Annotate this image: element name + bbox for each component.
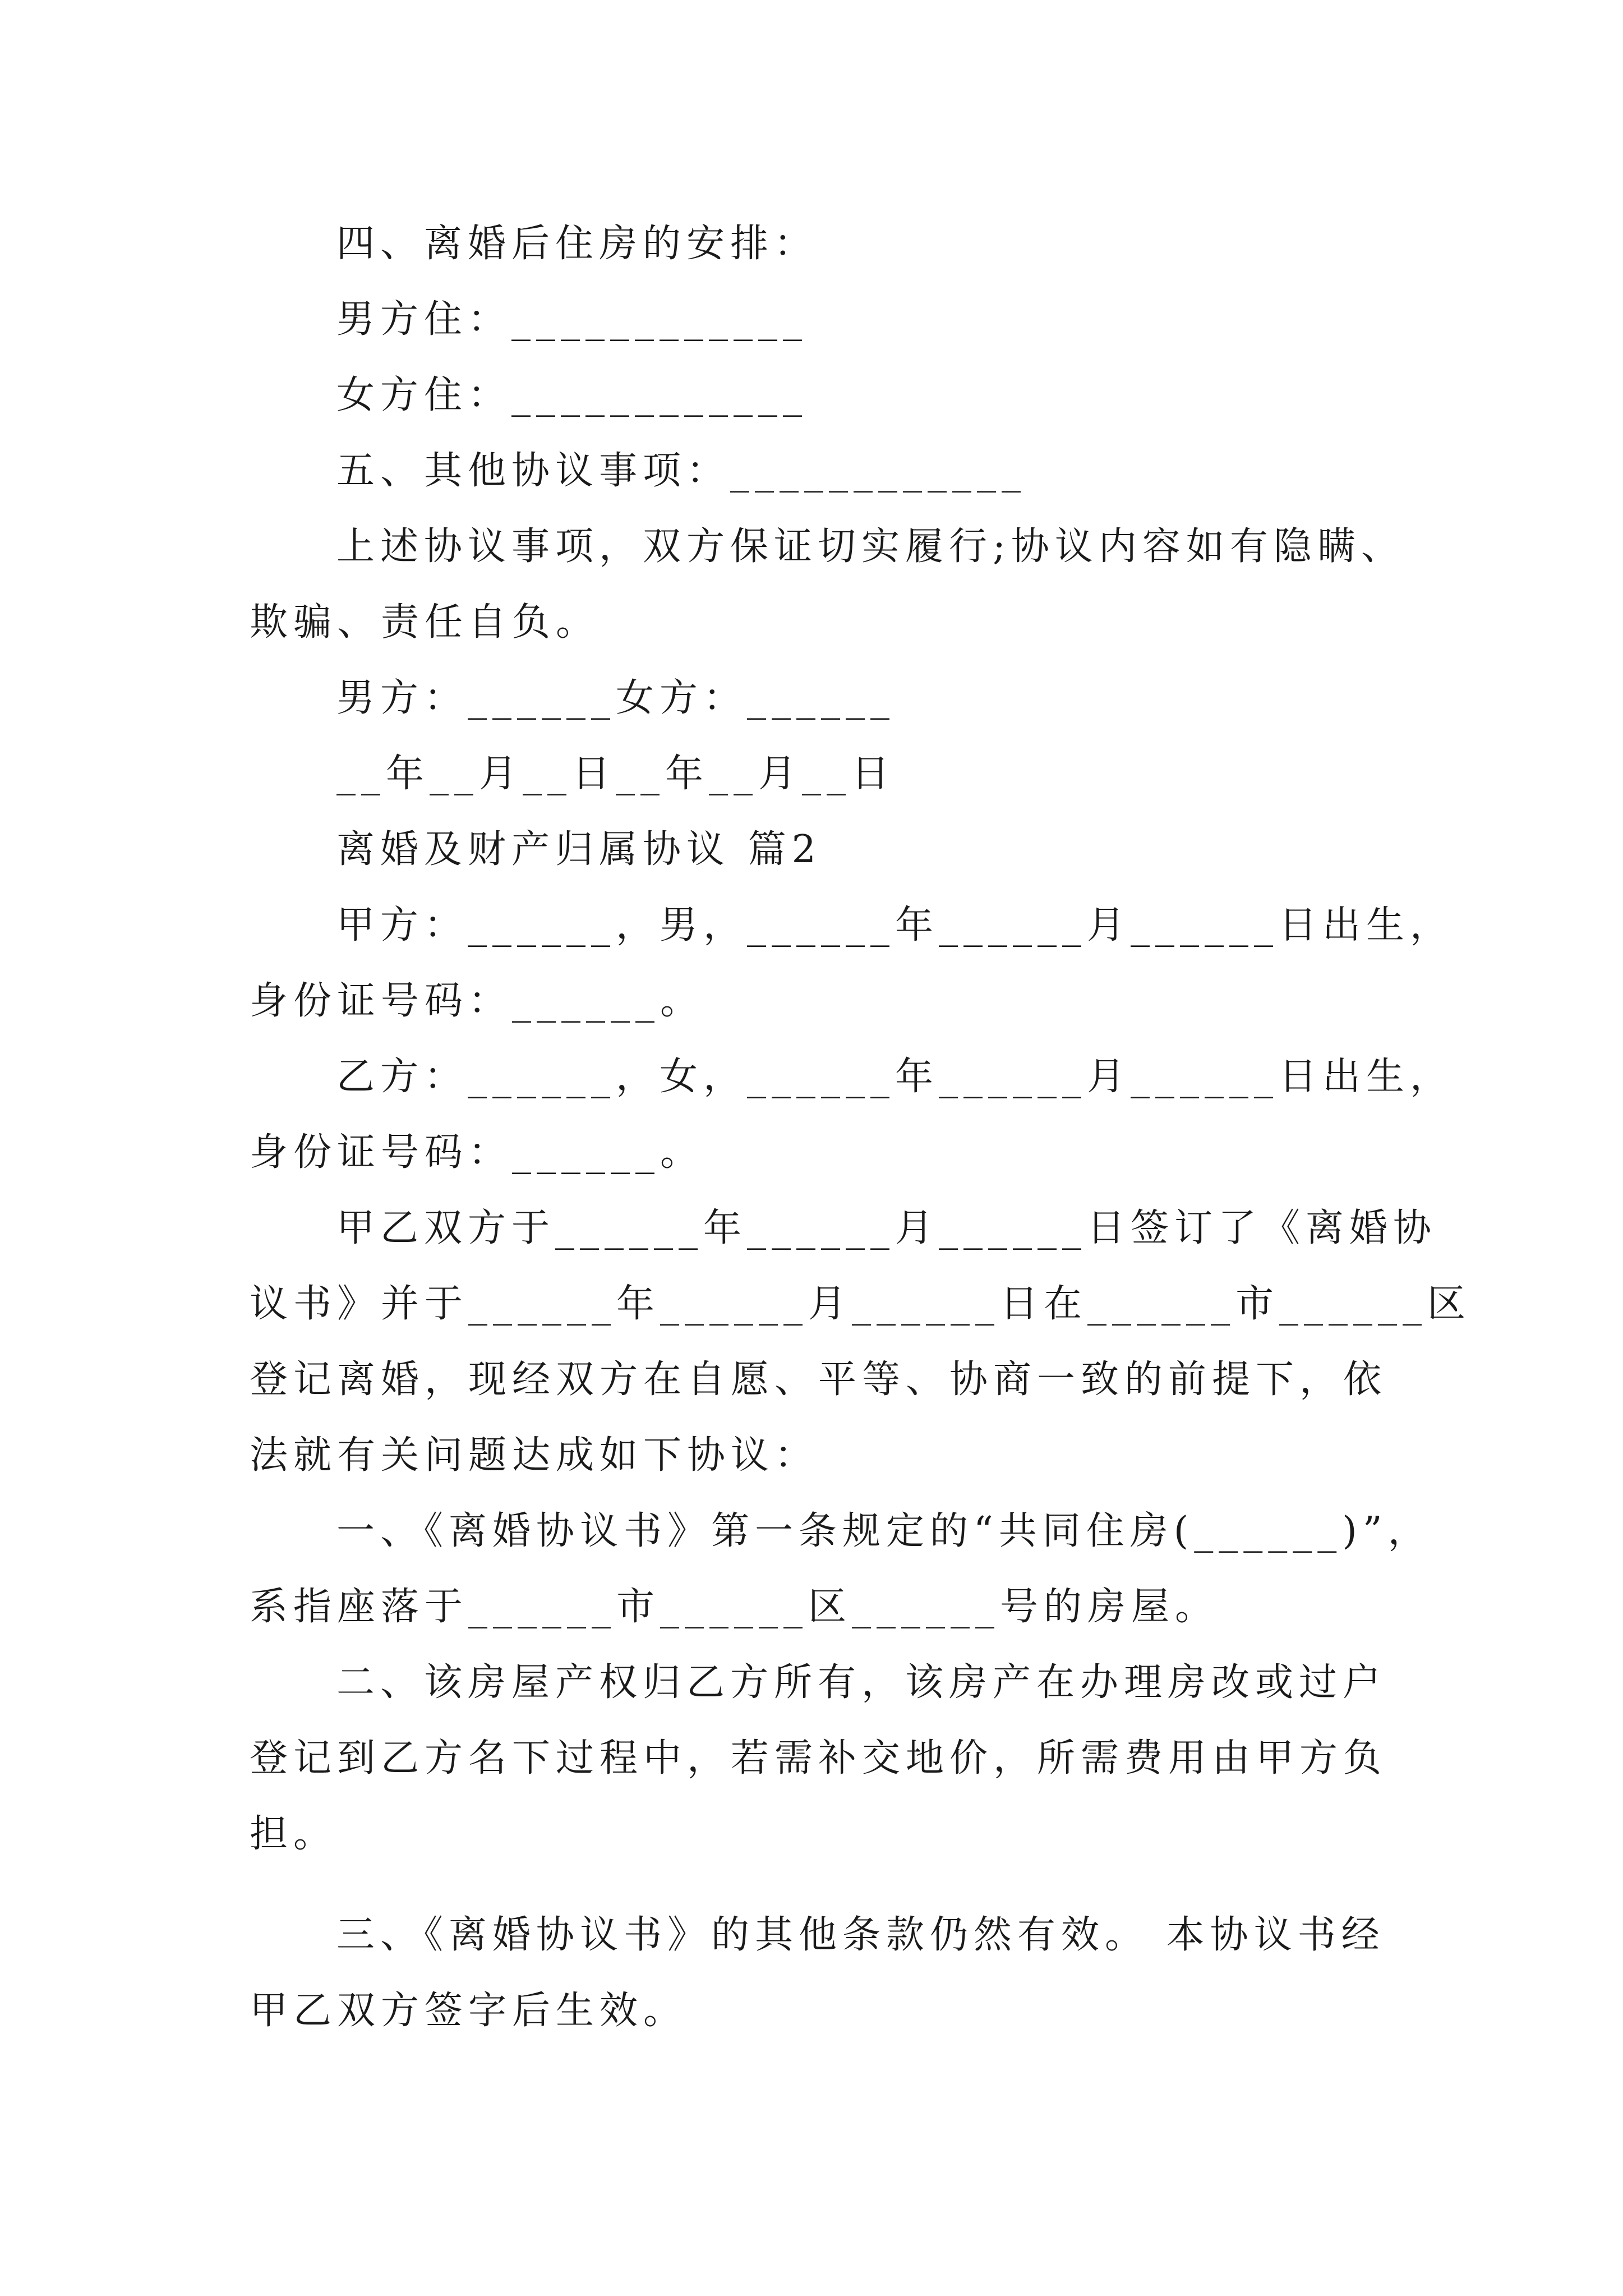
male-residence-line: 男方住：____________ — [336, 297, 808, 342]
clause-one: 一、《离婚协议书》第一条规定的“共同住房(______)”， — [336, 1509, 1432, 1553]
female-residence-line: 女方住：____________ — [336, 373, 808, 417]
clause-two-cont1: 登记到乙方名下过程中，若需补交地价，所需费用由甲方负 — [250, 1736, 1387, 1780]
party-b-id-line: 身份证号码：______。 — [250, 1130, 704, 1175]
clause-three-cont: 甲乙双方签字后生效。 — [250, 1989, 688, 2033]
clause-three: 三、《离婚协议书》的其他条款仍然有效。 本协议书经 — [336, 1913, 1385, 1957]
date-line: __年__月__日__年__月__日 — [336, 752, 896, 796]
party-b-line: 乙方：______，女，______年______月______日出生， — [336, 1055, 1454, 1099]
paragraph-signed-cont1: 议书》并于______年______月______日在______市______区 — [250, 1282, 1472, 1326]
paragraph-signed-cont2: 登记离婚，现经双方在自愿、平等、协商一致的前提下，依 — [250, 1358, 1387, 1402]
paragraph-signed-cont3: 法就有关问题达成如下协议： — [250, 1433, 819, 1478]
clause-two: 二、该房屋产权归乙方所有，该房产在办理房改或过户 — [336, 1660, 1387, 1705]
party-a-line: 甲方：______，男，______年______月______日出生， — [336, 903, 1454, 947]
section-heading-housing: 四、离婚后住房的安排： — [336, 222, 818, 266]
paragraph-signed: 甲乙双方于______年______月______日签订了《离婚协 — [336, 1206, 1437, 1250]
paragraph-guarantee: 上述协议事项，双方保证切实履行;协议内容如有隐瞒、 — [336, 524, 1405, 569]
signature-line: 男方：______女方：______ — [336, 676, 896, 720]
clause-two-cont2: 担。 — [250, 1812, 338, 1856]
paragraph-guarantee-cont: 欺骗、责任自负。 — [250, 600, 600, 645]
section-title-part2: 离婚及财产归属协议 篇2 — [336, 827, 822, 872]
clause-one-cont: 系指座落于______市______区______号的房屋。 — [250, 1585, 1219, 1629]
party-a-id-line: 身份证号码：______。 — [250, 979, 704, 1023]
section-heading-other: 五、其他协议事项：____________ — [336, 449, 1027, 493]
